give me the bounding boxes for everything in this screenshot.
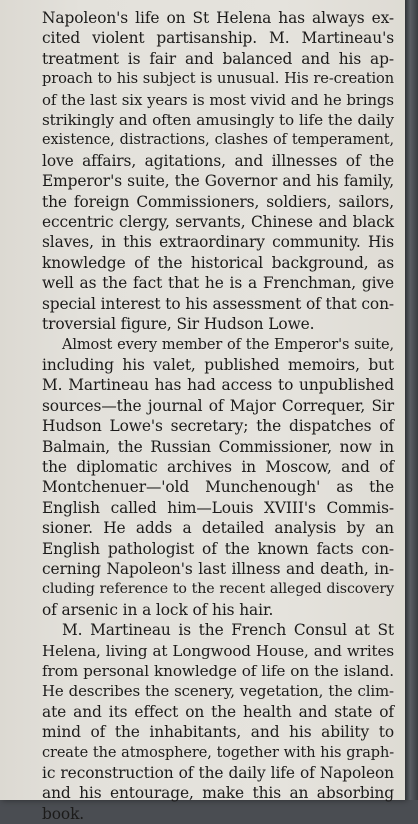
blurb-text — [42, 8, 394, 824]
text-line: Napoleon's life on St Helena has always ex- — [42, 9, 394, 27]
text-line: from personal knowledge of life on the island. — [42, 662, 394, 680]
text-line: the diplomatic archives in Moscow, and of — [42, 457, 394, 476]
text-line: cerning Napoleon's last illness and death, in- — [42, 559, 394, 578]
text-line: Balmain, the Russian Commissioner, now in — [42, 437, 394, 456]
text-line: English called him—Louis XVIII's Commis- — [42, 498, 394, 517]
text-line: special interest to his assessment of that con- — [42, 294, 394, 313]
text-line: cited violent partisanship. M. Martineau's — [42, 29, 394, 48]
text-line: mind of the inhabitants, and his ability to — [42, 723, 394, 742]
text-line: eccentric clergy, servants, Chinese and black — [42, 213, 394, 232]
paragraph-2 — [42, 335, 394, 621]
text-line: English pathologist of the known facts con- — [42, 539, 394, 558]
background-edge — [405, 0, 418, 800]
paragraph-1 — [42, 8, 394, 335]
text-line: ate and its effect on the health and state of — [42, 702, 394, 721]
text-line: of the last six years is most vivid and he brings — [42, 90, 394, 109]
text-line: treatment is fair and balanced and his ap- — [42, 49, 394, 68]
text-line: Montchenuer—'old Munchenough' as the — [42, 478, 394, 497]
text-line: of arsenic in a lock of his hair. — [42, 600, 274, 619]
text-line: sioner. He adds a detailed analysis by an — [42, 519, 394, 538]
text-line: proach to his subject is unusual. His re-creation — [42, 70, 394, 88]
text-line: He describes the scenery, vegetation, the clim- — [42, 682, 394, 701]
text-line: Hudson Lowe's secretary; the dispatches of — [42, 417, 394, 436]
text-line: cluding reference to the recent alleged discovery — [42, 581, 394, 598]
text-line: create the atmosphere, together with his graph- — [42, 744, 394, 761]
text-line: including his valet, published memoirs, but — [42, 355, 394, 374]
text-line: Helena, living at Longwood House, and writes — [42, 641, 394, 660]
paragraph-3 — [42, 620, 394, 824]
text-line: slaves, in this extraordinary community. His — [42, 233, 394, 252]
text-line: M. Martineau is the French Consul at St — [62, 621, 394, 640]
text-line: troversial figure, Sir Hudson Lowe. — [42, 315, 315, 334]
text-line: knowledge of the historical background, as — [42, 253, 394, 272]
text-line: well as the fact that he is a Frenchman, give — [42, 274, 394, 293]
text-line: sources—the journal of Major Correquer, Sir — [42, 396, 394, 415]
text-line: Emperor's suite, the Governor and his family, — [42, 172, 394, 191]
text-line: existence, distractions, clashes of temperament, — [42, 132, 394, 149]
text-line: strikingly and often amusingly to life the daily — [42, 111, 394, 130]
text-line: and his entourage, make this an absorbing — [42, 784, 394, 803]
text-line: Almost every member of the Emperor's suite, — [62, 336, 394, 353]
text-line: book. — [42, 804, 85, 823]
text-line: ic reconstruction of the daily life of Napoleon — [42, 764, 394, 783]
text-line: the foreign Commissioners, soldiers, sailors, — [42, 192, 394, 211]
text-line: love affairs, agitations, and illnesses of the — [42, 151, 394, 170]
text-line: M. Martineau has had access to unpublished — [42, 376, 394, 395]
